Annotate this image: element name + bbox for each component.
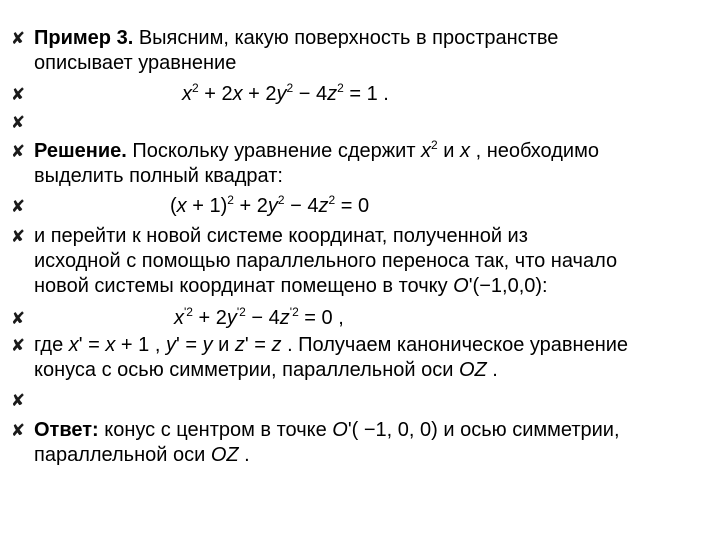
x-bullet-icon: ✘ [10, 421, 26, 441]
x-bullet-icon: ✘ [10, 29, 26, 49]
x-bullet-icon: ✘ [10, 309, 26, 329]
x-bullet-icon: ✘ [10, 113, 26, 133]
solution-heading: Решение. [34, 140, 127, 162]
answer-heading: Ответ: [34, 419, 99, 441]
paragraph-text: Пример 3. Выясним, какую поверхность в пространстве описывает уравнение [34, 27, 559, 74]
equation-completed-square: ✘ $(x + 1)^2 + 2y^2 - 4z^2 = 0$ [8, 194, 710, 219]
example-heading: Пример 3. [34, 27, 134, 49]
equation-original: ✘ $x^2 + 2x + 2y^2 - 4z^2 = 1$ . [8, 82, 710, 107]
paragraph-substitution: ✘ где x' = x + 1 , y' = y и z' = z . Получаем каноническое уравнение конуса с осью симметрии, параллельной оси OZ . [8, 333, 710, 383]
x-bullet-icon: ✘ [10, 227, 26, 247]
equation-new-coordinates: ✘ $x^{'2} + 2y^{'2} - 4z^{'2} = 0$ , [8, 306, 710, 331]
x-bullet-icon: ✘ [10, 85, 26, 105]
x-bullet-icon: ✘ [10, 197, 26, 217]
paragraph-answer: ✘ Ответ: конус с центром в точке O'( −1, 0, 0) и осью симметрии, параллельной оси OZ . [8, 418, 710, 468]
x-bullet-icon: ✘ [10, 336, 26, 356]
paragraph-solution: ✘ Решение. Поскольку уравнение сдержит $x^2$ и x , необходимо выделить полный квадрат: [8, 139, 710, 189]
x-bullet-icon: ✘ [10, 391, 26, 411]
x-bullet-icon: ✘ [10, 142, 26, 162]
paragraph-example-3 [8, 26, 710, 76]
paragraph-coordinate-transfer: ✘ и перейти к новой системе координат, полученной из исходной с помощью параллельного переноса так, что начало новой системы координат помещено в точку O'(−1,0,0): [8, 224, 710, 299]
